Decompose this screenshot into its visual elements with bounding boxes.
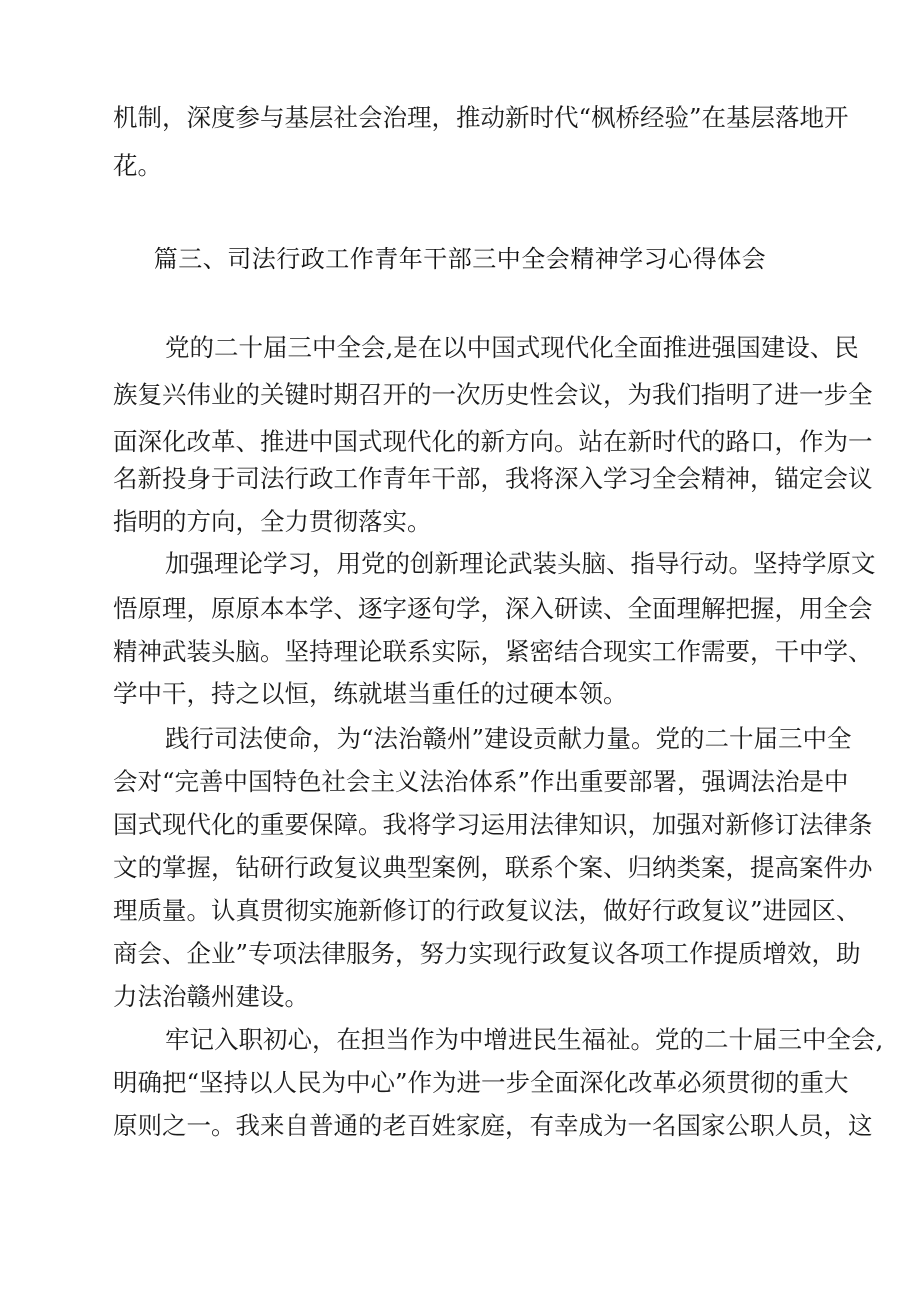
paragraph-4-line-3: 原则之一。我来自普通的老百姓家庭，有幸成为一名国家公职人员，这 xyxy=(113,1111,873,1140)
paragraph-1-line-1: 党的二十届三中全会,是在以中国式现代化全面推进强国建设、民 xyxy=(165,333,859,362)
continuation-line-2: 花。 xyxy=(113,151,162,180)
paragraph-3-line-3: 国式现代化的重要保障。我将学习运用法律知识，加强对新修订法律条 xyxy=(113,810,873,839)
paragraph-3-line-5: 理质量。认真贯彻实施新修订的行政复议法，做好行政复议”进园区、 xyxy=(113,896,861,925)
paragraph-4-line-1: 牢记入职初心，在担当作为中增进民生福祉。党的二十届三中全会, xyxy=(165,1025,884,1054)
paragraph-2-line-3: 精神武装头脑。坚持理论联系实际，紧密结合现实工作需要，干中学、 xyxy=(113,637,873,666)
paragraph-3-line-1: 践行司法使命，为“法治赣州”建设贡献力量。党的二十届三中全 xyxy=(165,724,852,753)
continuation-line-1: 机制，深度参与基层社会治理，推动新时代“枫桥经验”在基层落地开 xyxy=(113,103,849,132)
paragraph-2-line-1: 加强理论学习，用党的创新理论武装头脑、指导行动。坚持学原文 xyxy=(165,549,876,578)
paragraph-1-line-3: 面深化改革、推进中国式现代化的新方向。站在新时代的路口，作为一 xyxy=(113,427,873,456)
paragraph-2-line-2: 悟原理，原原本本学、逐字逐句学，深入研读、全面理解把握，用全会 xyxy=(113,594,873,623)
paragraph-1-line-2: 族复兴伟业的关键时期召开的一次历史性会议，为我们指明了进一步全 xyxy=(113,380,873,409)
paragraph-2-line-4: 学中干，持之以恒，练就堪当重任的过硬本领。 xyxy=(113,679,628,708)
paragraph-3-line-7: 力法治赣州建设。 xyxy=(113,982,309,1011)
paragraph-4-line-2: 明确把“坚持以人民为中心”作为进一步全面深化改革必须贯彻的重大 xyxy=(113,1068,849,1097)
paragraph-1-line-4: 名新投身于司法行政工作青年干部，我将深入学习全会精神，锚定会议 xyxy=(113,464,873,493)
paragraph-3-line-2: 会对“完善中国特色社会主义法治体系”作出重要部署，强调法治是中 xyxy=(113,767,849,796)
section-heading: 篇三、司法行政工作青年干部三中全会精神学习心得体会 xyxy=(153,245,767,273)
paragraph-3-line-4: 文的掌握，钻研行政复议典型案例，联系个案、归纳类案，提高案件办 xyxy=(113,853,873,882)
paragraph-3-line-6: 商会、企业”专项法律服务，努力实现行政复议各项工作提质增效，助 xyxy=(113,939,861,968)
paragraph-1-line-5: 指明的方向，全力贯彻落实。 xyxy=(113,507,432,536)
